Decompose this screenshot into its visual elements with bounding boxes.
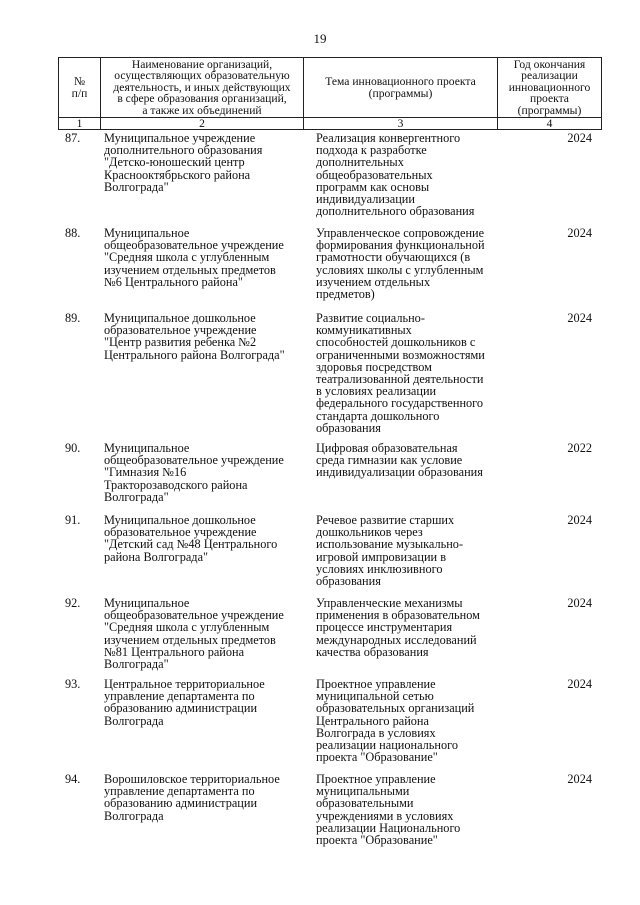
project-topic: Проектное управление муниципальной сетью образовательных организаций Центрального района Волгограда в условиях реализации национального проекта "Образование" <box>316 677 475 765</box>
row-number: 91. <box>65 513 81 527</box>
project-topic: Речевое развитие старших дошкольников через использование музыкально- игровой импровизации в условиях инклюзивного образования <box>316 513 464 589</box>
row-number: 89. <box>65 311 81 325</box>
end-year: 2024 <box>567 513 592 527</box>
row-number: 88. <box>65 226 81 240</box>
row-number: 90. <box>65 441 81 455</box>
end-year: 2024 <box>567 131 592 145</box>
row-number: 94. <box>65 772 81 786</box>
project-topic: Цифровая образовательная среда гимназии как условие индивидуализации образования <box>316 441 483 480</box>
end-year: 2024 <box>567 772 592 786</box>
header-number-column: № п/п <box>59 58 101 118</box>
row-number: 93. <box>65 677 81 691</box>
organization-name: Муниципальное дошкольное образовательное учреждение "Детский сад №48 Центрального района Волгограда" <box>104 513 278 564</box>
end-year: 2022 <box>567 441 592 455</box>
column-index-3: 3 <box>304 118 498 130</box>
organization-name: Муниципальное общеобразовательное учреждение "Средняя школа с углубленным изучением отдельных предметов №81 Центрального района Волгограда" <box>104 596 284 672</box>
page-number: 19 <box>313 31 327 46</box>
organization-name: Муниципальное дошкольное образовательное учреждение "Центр развития ребенка №2 Центрального района Волгограда" <box>104 311 285 362</box>
end-year: 2024 <box>567 226 592 240</box>
organization-name: Муниципальное общеобразовательное учреждение "Средняя школа с углубленным изучением отдельных предметов №6 Центрального района" <box>104 226 284 289</box>
organization-name: Ворошиловское территориальное управление департамента по образованию администрации Волгограда <box>104 772 280 823</box>
project-topic: Управленческие механизмы применения в образовательном процессе инструментария международных исследований качества образования <box>316 596 480 659</box>
column-index-4: 4 <box>498 118 602 130</box>
row-number: 92. <box>65 596 81 610</box>
header-organization-column: Наименование организаций, осуществляющих образовательную деятельность, и иных действующих в сфере образования организаций, а также их объединений <box>101 58 304 118</box>
organization-name: Центральное территориальное управление департамента по образованию администрации Волгограда <box>104 677 265 728</box>
project-topic: Реализация конвергентного подхода к разработке дополнительных общеобразовательных программ как основы индивидуализации дополнительного образования <box>316 131 475 219</box>
end-year: 2024 <box>567 596 592 610</box>
project-topic: Развитие социально- коммуникативных способностей дошкольников с ограниченными возможностями здоровья посредством театрализованной деятельности в условиях реализации федерального государственного стандарта дошкольного образования <box>316 311 485 435</box>
project-topic: Управленческое сопровождение формирования функциональной грамотности обучающихся (в условиях школы с углубленным изучением отдельных предметов) <box>316 226 485 302</box>
row-number: 87. <box>65 131 81 145</box>
end-year: 2024 <box>567 677 592 691</box>
organization-name: Муниципальное общеобразовательное учреждение "Гимназия №16 Тракторозаводского района Волгограда" <box>104 441 284 504</box>
table-header <box>58 57 602 130</box>
end-year: 2024 <box>567 311 592 325</box>
column-index-2: 2 <box>101 118 304 130</box>
project-topic: Проектное управление муниципальными образовательными учреждениями в условиях реализации Национального проекта "Образование" <box>316 772 461 848</box>
organization-name: Муниципальное учреждение дополнительного образования "Детско-юношеский центр Краснооктябрьского района Волгограда" <box>104 131 263 194</box>
header-year-column: Год окончания реализации инновационного проекта (программы) <box>498 58 602 118</box>
column-index-1: 1 <box>59 118 101 130</box>
header-topic-column: Тема инновационного проекта (программы) <box>304 58 498 118</box>
